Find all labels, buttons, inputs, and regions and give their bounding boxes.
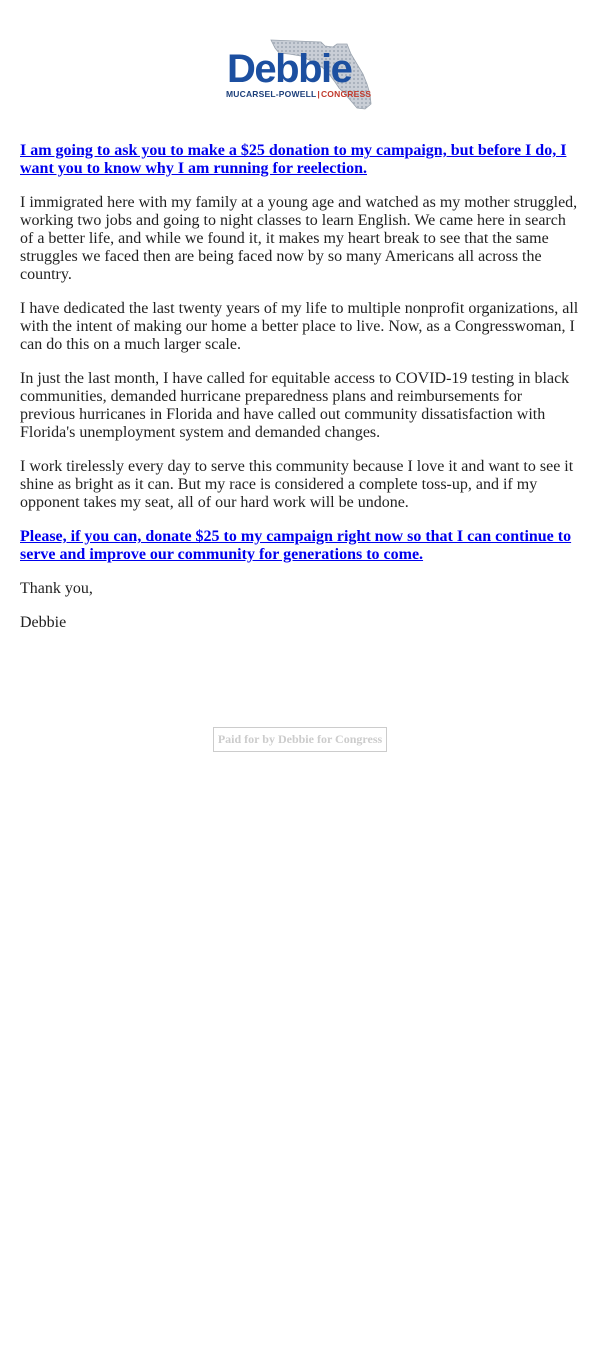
logo-subtitle	[226, 89, 371, 99]
header	[0, 38, 600, 112]
paid-for-disclaimer: Paid for by Debbie for Congress	[213, 727, 387, 752]
body-paragraph: I have dedicated the last twenty years of my life to multiple nonprofit organizations, all with the intent of making our home a better place to live. Now, as a Congresswoman, I can do this on a much larger scale.	[20, 300, 579, 353]
cta-donate-link[interactable]: Please, if you can, donate $25 to my campaign right now so that I can continue to serve and improve our community for generations to come.	[20, 528, 572, 563]
logo-name: Debbie	[227, 47, 352, 91]
closing-text: Thank you,	[20, 580, 93, 597]
body-paragraph: In just the last month, I have called for equitable access to COVID-19 testing in black communities, demanded hurricane preparedness plans and reimbursements for previous hurricanes in Florida and have called out community dissatisfaction with Florida's unemployment system and demanded changes.	[20, 370, 570, 441]
cta-paragraph	[20, 528, 580, 564]
body-paragraph: I work tirelessly every day to serve this community because I love it and want to see it shine as bright as it can. But my race is considered a complete toss-up, and if my opponent takes my seat, all of our hard work will be undone.	[20, 458, 574, 511]
logo-separator: |	[317, 89, 320, 99]
lead-donate-link[interactable]: I am going to ask you to make a $25 donation to my campaign, but before I do, I want you to know why I am running for reelection.	[20, 142, 567, 177]
signature: Debbie	[20, 614, 67, 631]
lead-paragraph	[20, 142, 580, 178]
logo-congress: CONGRESS	[320, 89, 372, 99]
body-paragraph: I immigrated here with my family at a young age and watched as my mother struggled, working two jobs and going to night classes to learn English. We came here in search of a better life, and while we found it, it makes my heart break to see that the same struggles we faced then are being faced now by so many Americans all across the country.	[20, 194, 578, 283]
campaign-logo[interactable]	[225, 38, 375, 112]
footer	[0, 727, 600, 752]
email-body	[20, 142, 580, 648]
logo-subtitle-name: MUCARSEL-POWELL	[226, 89, 317, 99]
